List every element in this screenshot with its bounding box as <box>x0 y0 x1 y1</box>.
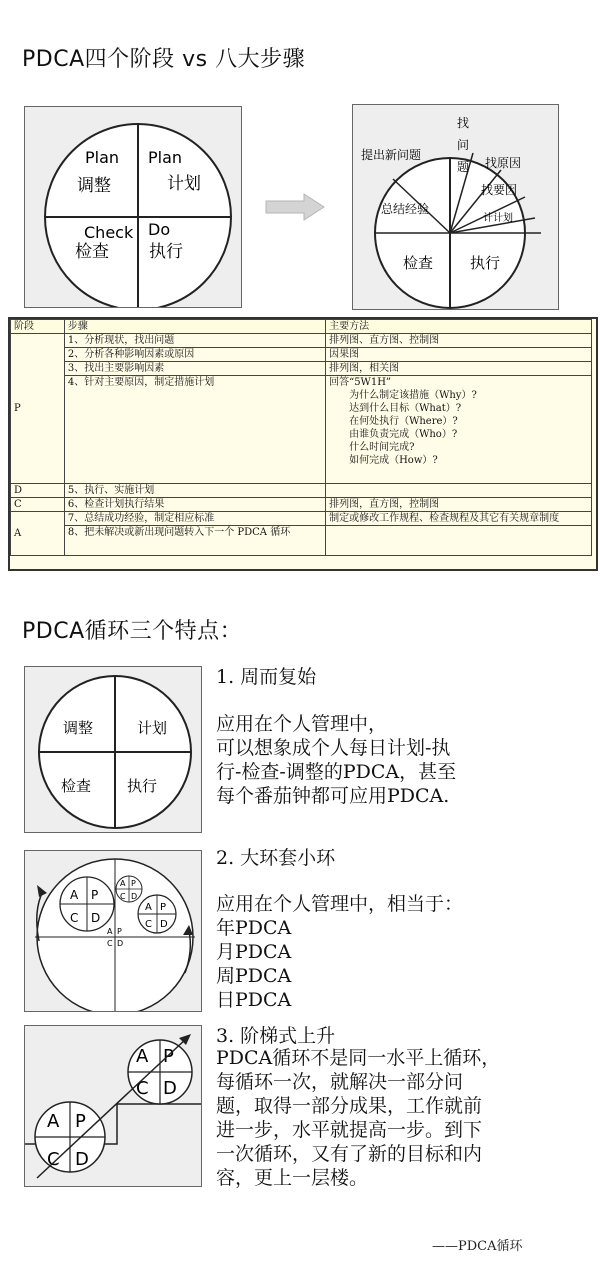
method-1: 排列图、直方图、控制图 <box>326 334 592 348</box>
mid-a: A <box>70 888 79 902</box>
feature-3-heading: 3. 阶梯式上升 <box>216 1025 336 1047</box>
mid-d: D <box>91 911 101 925</box>
label-find-key-cause: 找要因 <box>481 183 518 197</box>
feature-3-line: 容，更上一层楼。 <box>216 1167 369 1189</box>
feature-2-line: 日PDCA <box>216 989 292 1011</box>
feature-2-heading: 2. 大环套小环 <box>216 847 336 869</box>
center-d: D <box>117 939 124 948</box>
feature-1-line: 每个番茄钟都可应用PDCA. <box>216 785 450 807</box>
center-p: P <box>117 927 122 936</box>
cycle-quadrant-diagram <box>24 666 202 833</box>
lower-p: P <box>75 1111 86 1132</box>
right-d: D <box>160 919 168 930</box>
table-row <box>11 376 592 484</box>
phase-p: P <box>11 334 65 484</box>
nested-cycles-diagram <box>24 850 202 1012</box>
table-row <box>11 498 592 512</box>
w5h1-when: 什么时间完成? <box>349 442 415 453</box>
upper-a: A <box>136 1046 149 1067</box>
feature-1-line: 可以想象成个人每日计划-执 <box>216 737 451 759</box>
w5h1-who: 由谁负责完成（Who）? <box>349 429 458 440</box>
label-plan-en-right: Plan <box>148 148 183 167</box>
center-c: C <box>107 939 113 948</box>
step-4: 4、针对主要原因，制定措施计划 <box>64 376 325 484</box>
small-d: D <box>131 892 138 901</box>
step-3: 3、找出主要影响因素 <box>64 362 325 376</box>
method-6: 排列图，直方图，控制图 <box>326 498 592 512</box>
step-5: 5、执行、实施计划 <box>64 484 325 498</box>
w5h1-where: 在何处执行（Where）? <box>349 416 458 427</box>
feature-3-text <box>216 1046 500 1190</box>
label-summary: 总结经验 <box>381 202 430 216</box>
feature-2-line: 应用在个人管理中，相当于： <box>216 893 464 915</box>
right-arrow-icon <box>264 192 326 222</box>
feature-3-line: 进一步，水平就提高一步。到下 <box>216 1119 483 1141</box>
table-row <box>11 526 592 556</box>
label-check-cn: 检查 <box>75 242 109 262</box>
table-row <box>11 362 592 376</box>
feature-3-line: 每循环一次，就解决一部分问 <box>216 1071 464 1093</box>
step-8: 8、把未解决或新出现问题转入下一个 PDCA 循环 <box>64 526 325 556</box>
feature-2-line: 周PDCA <box>216 965 292 987</box>
right-a: A <box>145 902 152 913</box>
feature-1-text <box>216 712 456 808</box>
eight-steps-circle-diagram <box>352 104 559 310</box>
label-do-en: Do <box>148 220 171 239</box>
lower-a: A <box>47 1111 60 1132</box>
feature-3-line: PDCA循环不是同一水平上循环， <box>216 1047 501 1069</box>
center-a: A <box>107 927 113 936</box>
upper-c: C <box>136 1078 149 1099</box>
quad-plan: 计划 <box>137 719 168 737</box>
small-c: C <box>120 892 126 901</box>
table-row <box>11 512 592 526</box>
method-3: 排列图，相关图 <box>326 362 592 376</box>
upper-d: D <box>163 1078 177 1099</box>
feature-2-line: 月PDCA <box>216 941 292 963</box>
table-header-phase: 阶段 <box>11 320 65 334</box>
staircase-cycles-diagram <box>24 1025 202 1187</box>
feature-1-line: 行-检查-调整的PDCA，甚至 <box>216 761 457 783</box>
right-p: P <box>160 902 167 913</box>
feature-2-text <box>216 892 463 1012</box>
phase-d: D <box>11 484 65 498</box>
w5h1-title: 回答“5W1H” <box>329 377 392 388</box>
phase-a: A <box>11 512 65 556</box>
eight-steps-table <box>8 317 598 571</box>
method-2: 因果图 <box>326 348 592 362</box>
step-2: 2、分析各种影响因素或原因 <box>64 348 325 362</box>
table-row <box>11 348 592 362</box>
quad-adjust: 调整 <box>63 719 94 737</box>
label-plan-cn: 计划 <box>167 174 201 194</box>
quad-execute: 执行 <box>127 777 158 795</box>
label-plan-small: 计计划 <box>483 213 513 224</box>
w5h1-how: 如何完成（How）? <box>349 455 438 466</box>
label-check-right: 检查 <box>403 254 434 272</box>
label-find-cause: 找原因 <box>485 156 522 170</box>
table-header-steps: 步骤 <box>64 320 325 334</box>
method-5 <box>326 484 592 498</box>
section-title-features: PDCA循环三个特点： <box>22 619 243 644</box>
label-find-issue-1: 找 <box>457 116 470 130</box>
mid-c: C <box>70 911 79 925</box>
feature-3-line: 一次循环，又有了新的目标和内 <box>216 1143 483 1165</box>
method-7: 制定或修改工作规程、检查规程及其它有关规章制度 <box>326 512 592 526</box>
feature-1-line: 应用在个人管理中， <box>216 713 388 735</box>
table-header-row <box>11 320 592 334</box>
mid-p: P <box>91 888 99 902</box>
method-5w1h <box>326 376 592 484</box>
feature-1-heading: 1. 周而复始 <box>216 666 317 688</box>
small-a: A <box>120 879 126 888</box>
label-find-issue-2: 问 <box>457 138 470 152</box>
phase-c: C <box>11 498 65 512</box>
table-row <box>11 484 592 498</box>
label-execute-right: 执行 <box>470 254 501 272</box>
feature-3-line: 题，取得一部分成果，工作就前 <box>216 1095 483 1117</box>
step-6: 6、检查计划执行结果 <box>64 498 325 512</box>
upper-p: P <box>163 1046 174 1067</box>
label-check-en: Check <box>84 223 134 242</box>
signature: ——PDCA循环 <box>432 1239 523 1254</box>
table-row <box>11 334 592 348</box>
label-do-cn: 执行 <box>149 242 183 262</box>
w5h1-what: 达到什么目标（What）? <box>349 403 462 414</box>
small-p: P <box>131 879 136 888</box>
table-header-methods: 主要方法 <box>326 320 592 334</box>
step-7: 7、总结成功经验，制定相应标准 <box>64 512 325 526</box>
lower-c: C <box>47 1149 60 1170</box>
quad-check: 检查 <box>61 777 92 795</box>
w5h1-why: 为什么制定该措施（Why）? <box>349 390 477 401</box>
label-find-issue-3: 题 <box>457 160 470 174</box>
pdca-circle-diagram <box>24 106 242 308</box>
method-8 <box>326 526 592 556</box>
feature-2-line: 年PDCA <box>216 917 292 939</box>
right-c: C <box>145 919 152 930</box>
step-1: 1、分析现状，找出问题 <box>64 334 325 348</box>
section-title-phases: PDCA四个阶段 vs 八大步骤 <box>22 47 306 72</box>
lower-d: D <box>75 1149 89 1170</box>
label-adjust: 调整 <box>77 176 111 196</box>
label-propose-new-issue: 提出新问题 <box>361 148 422 162</box>
label-plan-en-left: Plan <box>85 148 120 167</box>
